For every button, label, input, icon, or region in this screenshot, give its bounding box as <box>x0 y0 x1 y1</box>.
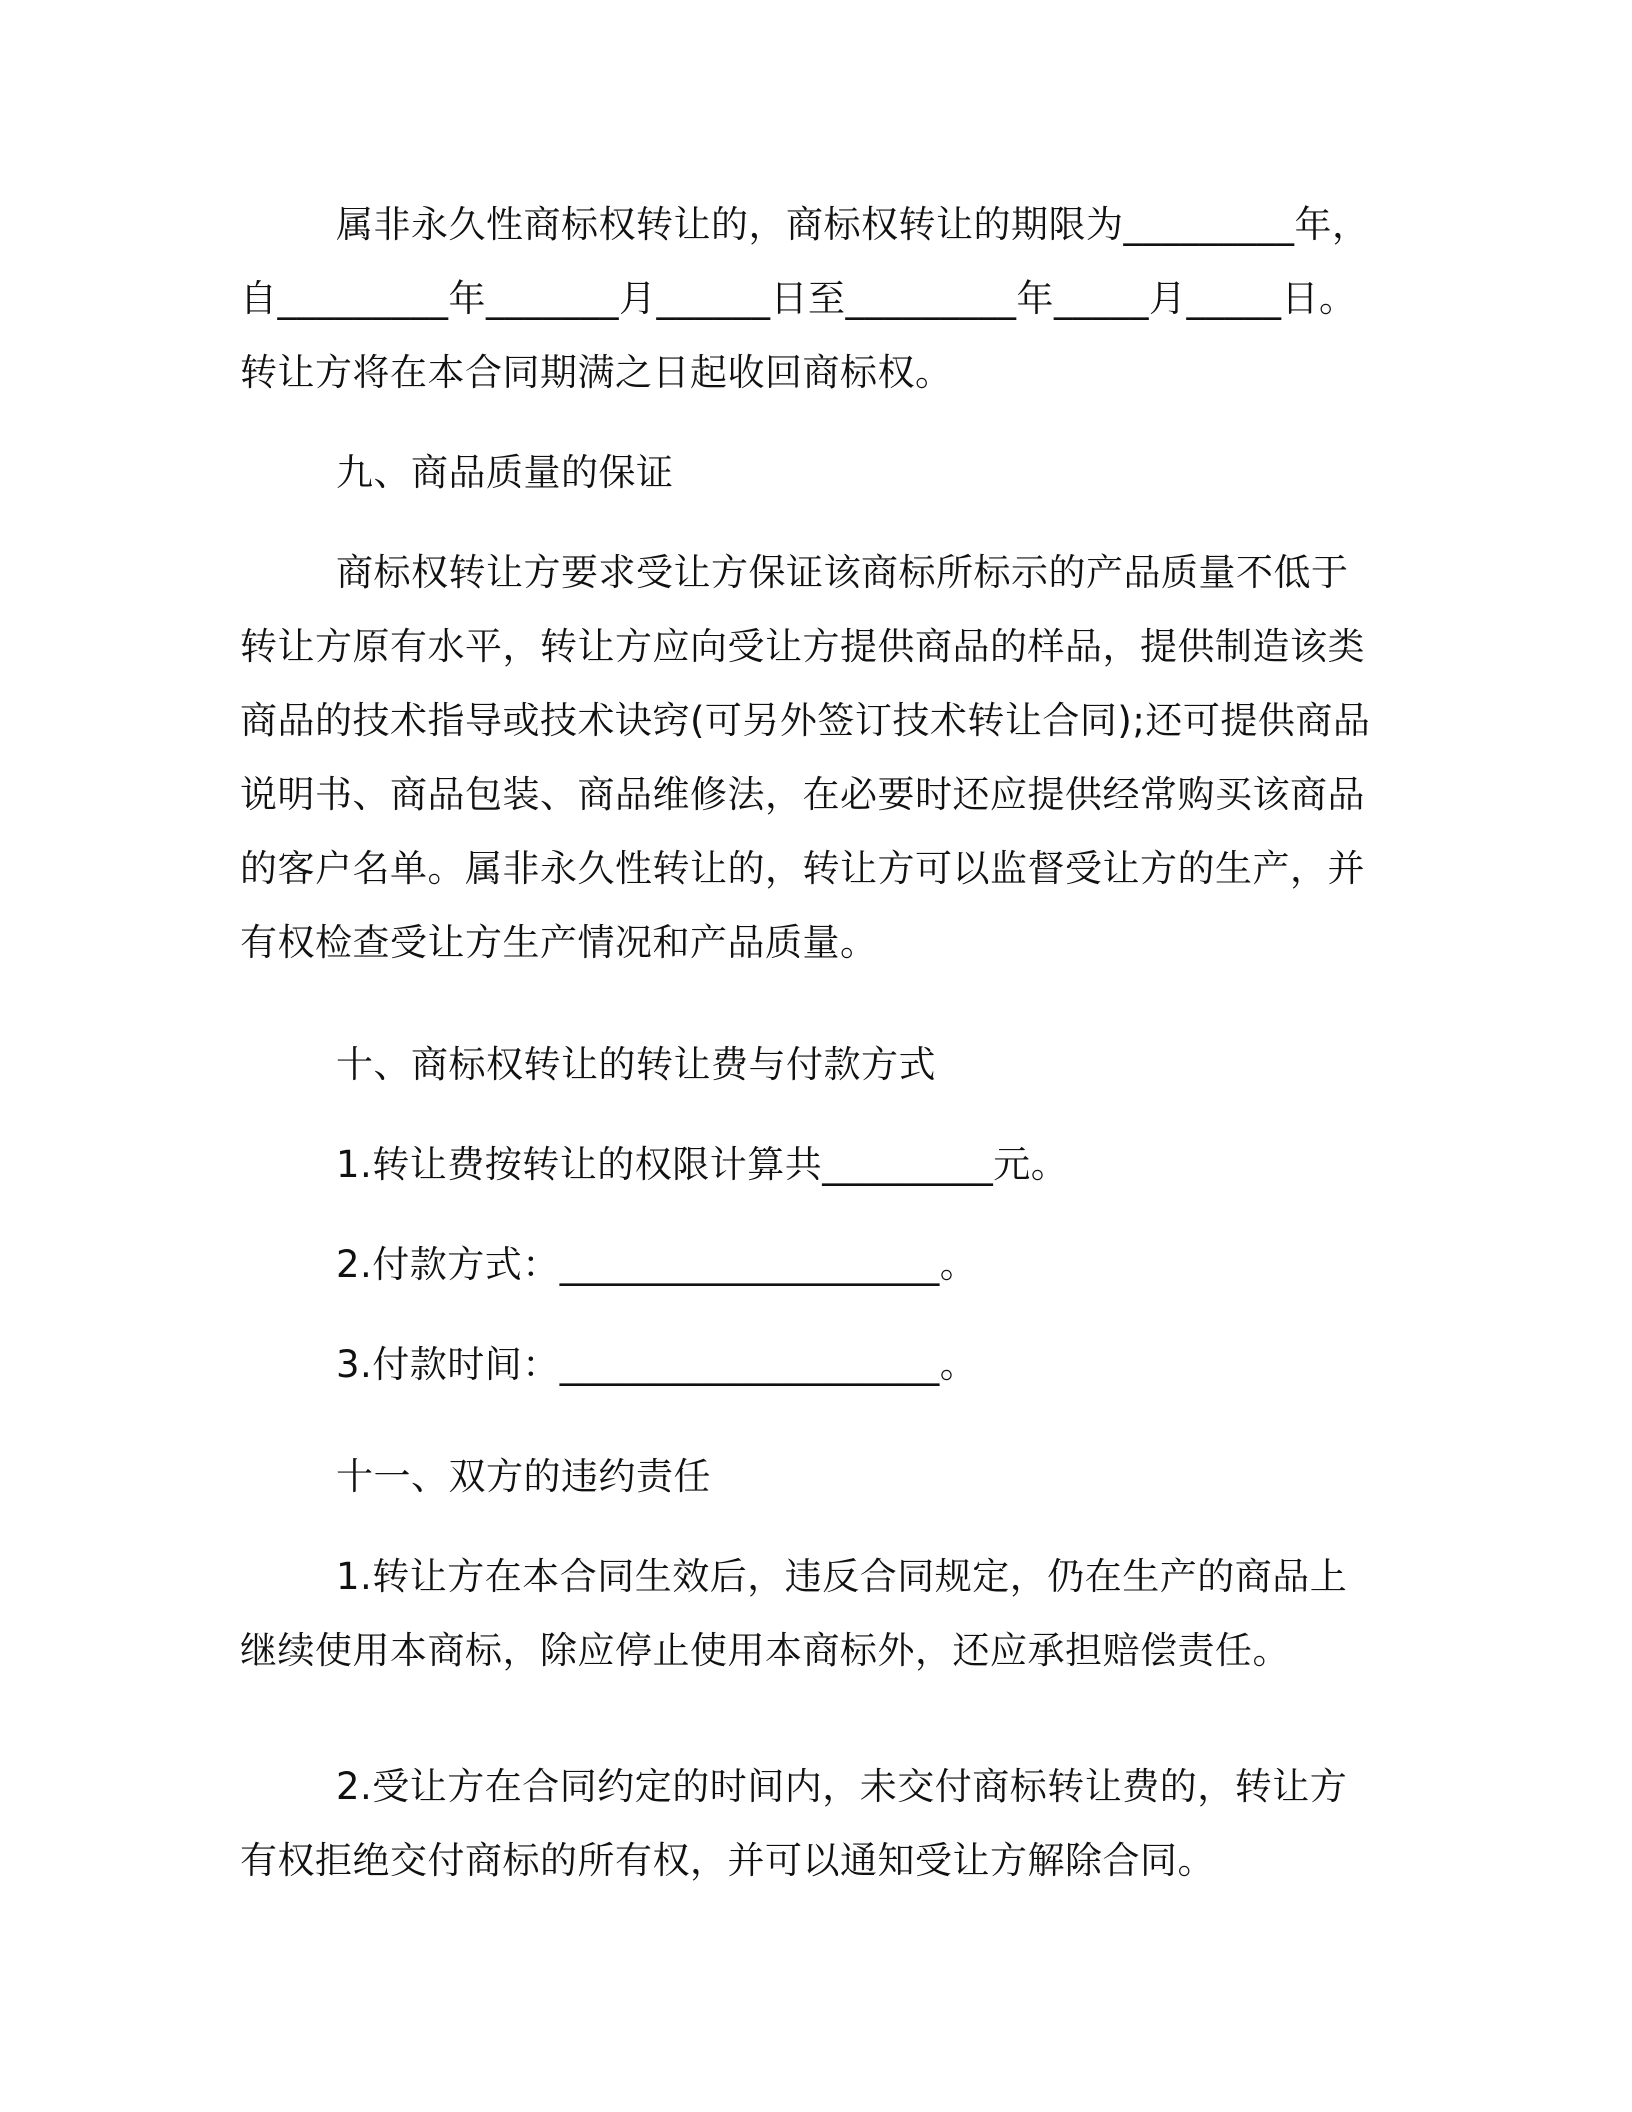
section-11-heading: 十一、双方的违约责任 <box>336 1455 711 1498</box>
paragraph-fee-amount: 1.转让费按转让的权限计算共_________元。 <box>336 1143 1069 1186</box>
paragraph-liability-2: 2.受让方在合同约定的时间内，未交付商标转让费的，转让方有权拒绝交付商标的所有权，并可以通知受让方解除合同。 <box>240 1765 1348 1882</box>
paragraph-term-period: 属非永久性商标权转让的，商标权转让的期限为_________年，自_________年_______月______日至_________年_____月_____日。转让方将在本合同期满之日起收回商标权。 <box>240 203 1370 394</box>
section-9-heading: 九、商品质量的保证 <box>336 451 674 494</box>
paragraph-payment-time: 3.付款时间：____________________。 <box>336 1343 978 1386</box>
paragraph-quality-guarantee: 商标权转让方要求受让方保证该商标所标示的产品质量不低于转让方原有水平，转让方应向受让方提供商品的样品，提供制造该类商品的技术指导或技术诀窍(可另外签订技术转让合同);还可提供商品说明书、商品包装、商品维修法，在必要时还应提供经常购买该商品的客户名单。属非永久性转让的，转让方可以监督受让方的生产，并有权检查受让方生产情况和产品质量。 <box>240 551 1371 964</box>
section-10-heading: 十、商标权转让的转让费与付款方式 <box>336 1043 936 1086</box>
paragraph-payment-method: 2.付款方式：____________________。 <box>336 1243 978 1286</box>
paragraph-liability-1: 1.转让方在本合同生效后，违反合同规定，仍在生产的商品上继续使用本商标，除应停止使用本商标外，还应承担赔偿责任。 <box>240 1555 1348 1672</box>
